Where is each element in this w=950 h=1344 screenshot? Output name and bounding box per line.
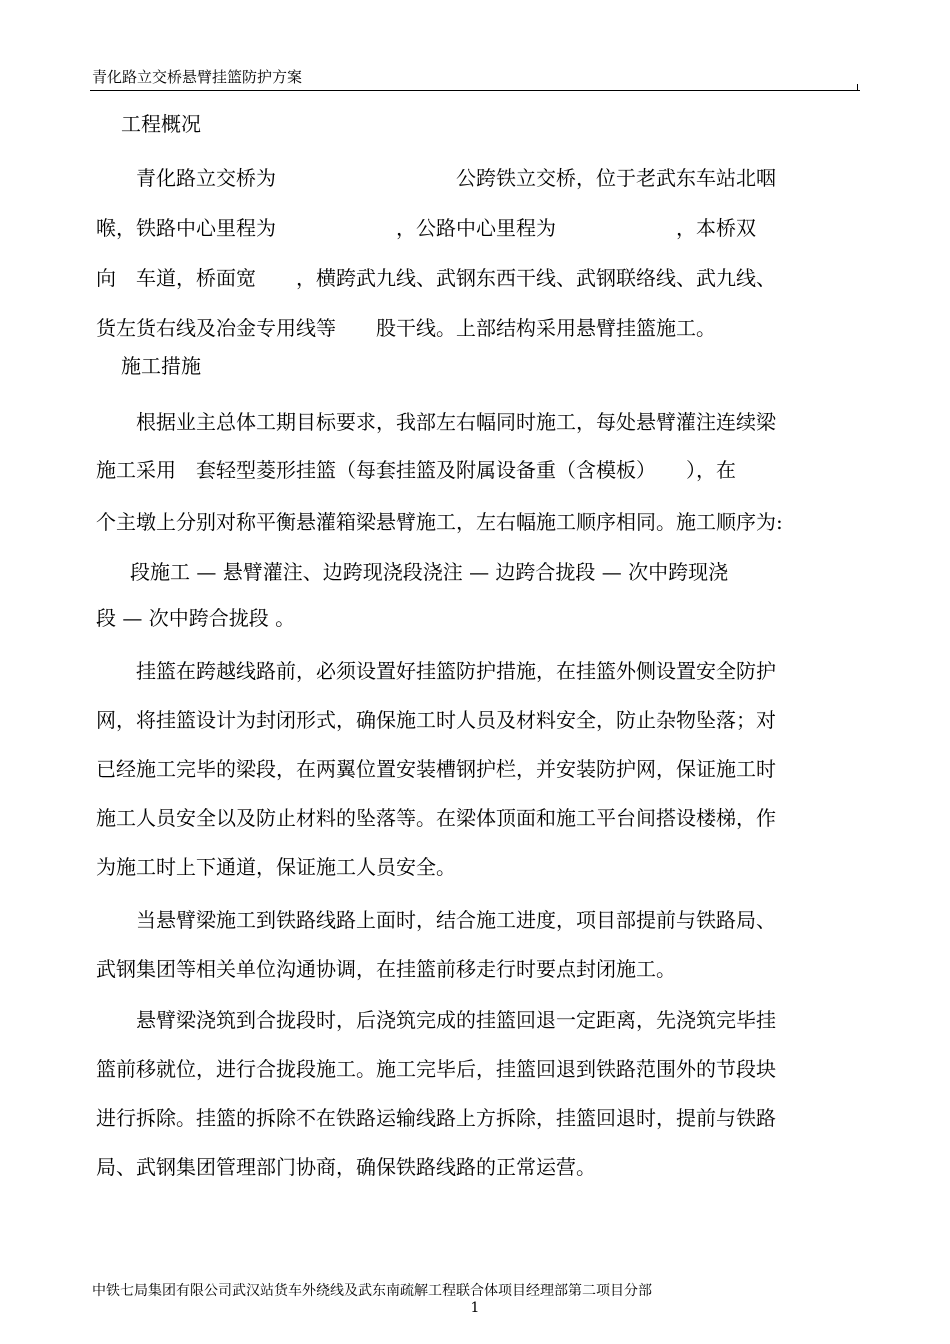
text-line: 篮前移就位，进行合拢段施工。施工完毕后，挂篮回退到铁路范围外的节段块 xyxy=(96,1057,776,1081)
text-line: 进行拆除。挂篮的拆除不在铁路运输线路上方拆除，挂篮回退时，提前与铁路 xyxy=(96,1106,776,1130)
text-line: 局、武钢集团管理部门协商，确保铁路线路的正常运营。 xyxy=(96,1155,596,1179)
text-line: 根据业主总体工期目标要求，我部左右幅同时施工，每处悬臂灌注连续梁 xyxy=(136,410,776,434)
running-header: 青化路立交桥悬臂挂篮防护方案 xyxy=(92,68,303,86)
text-line: 为施工时上下通道，保证施工人员安全。 xyxy=(96,855,456,879)
section-heading-overview: 工程概况 xyxy=(121,112,201,136)
text-line: 喉，铁路中心里程为 ，公路中心里程为 ，本桥双 xyxy=(96,216,756,240)
text-line: 个主墩上分别对称平衡悬灌箱梁悬臂施工，左右幅施工顺序相同。施工顺序为: xyxy=(96,510,783,534)
text-line: 向 车道，桥面宽 ，横跨武九线、武钢东西干线、武钢联络线、武九线、 xyxy=(96,266,776,290)
page-number: 1 xyxy=(470,1300,480,1316)
running-footer: 中铁七局集团有限公司武汉站货车外绕线及武东南疏解工程联合体项目经理部第二项目分部 xyxy=(92,1283,652,1299)
header-divider-mark xyxy=(857,84,858,91)
text-line: 青化路立交桥为 公跨铁立交桥，位于老武东车站北咽 xyxy=(136,166,776,190)
text-line: 网，将挂篮设计为封闭形式，确保施工时人员及材料安全，防止杂物坠落；对 xyxy=(96,708,776,732)
section-heading-measures: 施工措施 xyxy=(121,354,201,378)
text-line: 悬臂梁浇筑到合拢段时，后浇筑完成的挂篮回退一定距离，先浇筑完毕挂 xyxy=(136,1008,776,1032)
text-line: 武钢集团等相关单位沟通协调，在挂篮前移走行时要点封闭施工。 xyxy=(96,957,676,981)
header-divider xyxy=(90,90,860,91)
text-line: 挂篮在跨越线路前，必须设置好挂篮防护措施，在挂篮外侧设置安全防护 xyxy=(136,659,776,683)
text-line: 段 — 次中跨合拢段 。 xyxy=(96,606,296,630)
text-line: 已经施工完毕的梁段，在两翼位置安装槽钢护栏，并安装防护网，保证施工时 xyxy=(96,757,776,781)
text-line: 段施工 — 悬臂灌注、边跨现浇段浇注 — 边跨合拢段 — 次中跨现浇 xyxy=(130,560,729,584)
text-line: 施工采用 套轻型菱形挂篮（每套挂篮及附属设备重（含模板） ），在 xyxy=(96,458,736,482)
text-line: 货左货右线及冶金专用线等 股干线。上部结构采用悬臂挂篮施工。 xyxy=(96,316,716,340)
text-line: 当悬臂梁施工到铁路线路上面时，结合施工进度，项目部提前与铁路局、 xyxy=(136,908,776,932)
text-line: 施工人员安全以及防止材料的坠落等。在梁体顶面和施工平台间搭设楼梯，作 xyxy=(96,806,776,830)
